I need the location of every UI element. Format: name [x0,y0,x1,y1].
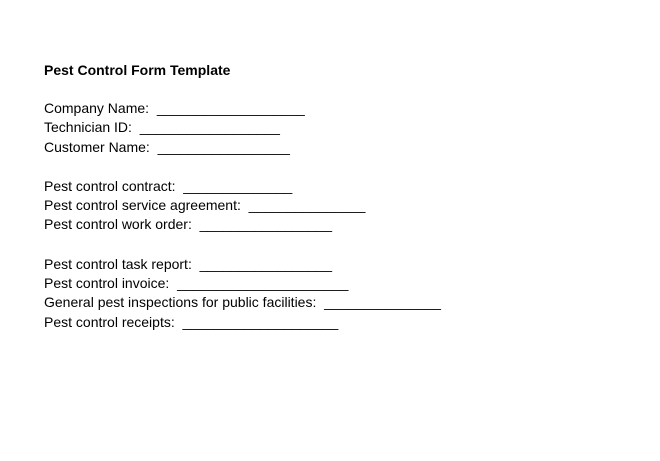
task-report-field [44,255,644,274]
field-label: Pest control invoice: [44,275,170,292]
field-label: Technician ID: [44,119,132,136]
field-label: Pest control service agreement: [44,197,241,214]
field-label: Pest control contract: [44,177,176,194]
technician-id-field [44,118,644,137]
fill-blank: _________________ [153,138,290,155]
form-document [44,61,644,352]
receipts-field [44,313,644,332]
fill-blank: _______________ [320,294,441,311]
fill-blank: ______________________ [173,275,349,292]
field-label: Customer Name: [44,138,150,155]
field-label: General pest inspections for public facilities: [44,294,317,311]
document-title: Pest Control Form Template [44,62,231,78]
customer-name-field [44,138,644,157]
fill-blank: ____________________ [178,313,339,330]
fill-blank: __________________ [135,119,280,136]
fill-blank: ___________________ [152,100,305,116]
fill-blank: _______________ [244,197,366,214]
fill-blank: _________________ [195,255,332,272]
contract-field [44,177,644,196]
work-order-field [44,215,644,234]
fill-blank: _________________ [195,216,332,233]
field-label: Pest control task report: [44,255,192,272]
company-name-field [44,99,644,118]
field-label: Company Name: [44,100,150,116]
fill-blank: ______________ [179,177,293,194]
agreement-fields-group [44,177,644,235]
public-facilities-inspections-field [44,293,644,312]
report-fields-group [44,255,644,332]
field-label: Pest control receipts: [44,313,175,330]
field-label: Pest control work order: [44,216,192,233]
invoice-field [44,274,644,293]
identity-fields-group [44,99,644,157]
service-agreement-field [44,196,644,215]
